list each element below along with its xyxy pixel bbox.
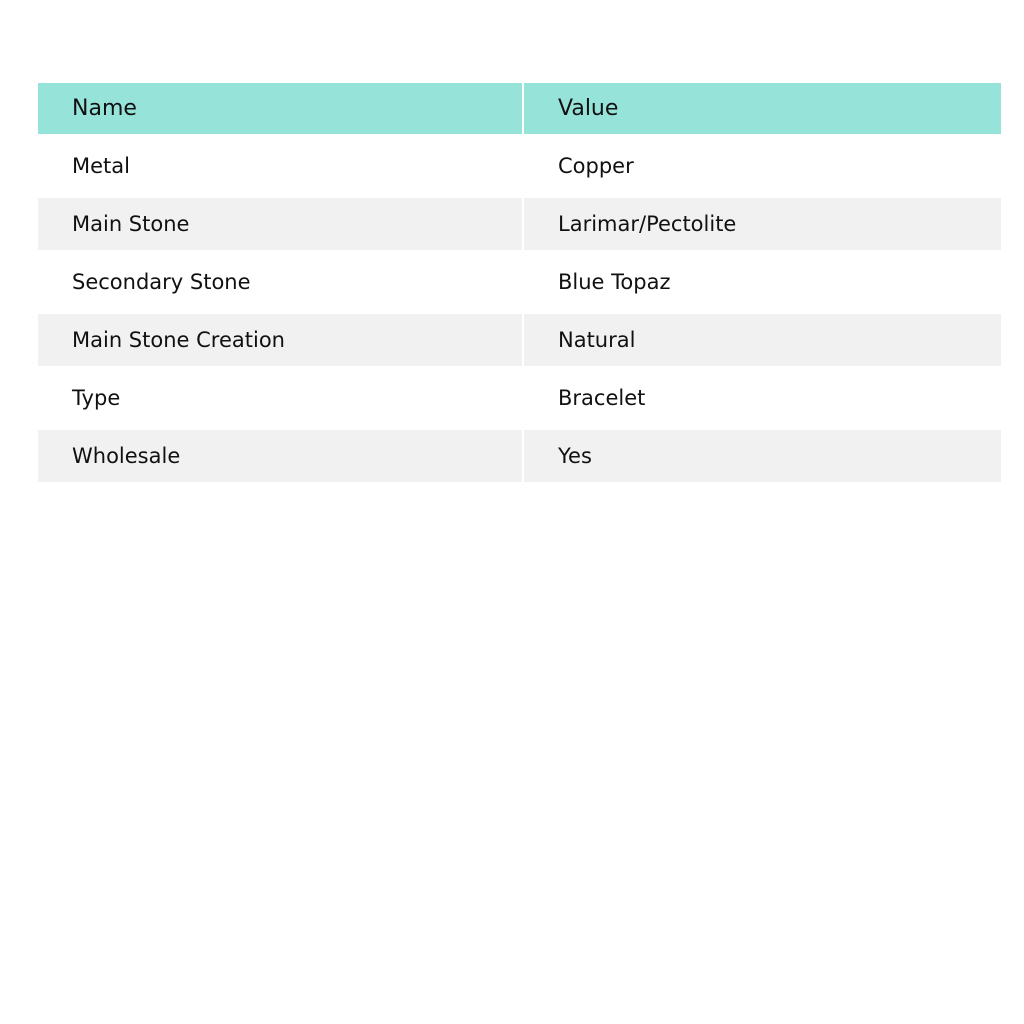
header-row [38, 83, 1001, 134]
row-value-cell: Natural [523, 314, 1001, 366]
row-value-cell: Copper [523, 134, 1001, 198]
table-body [38, 134, 1001, 482]
product-specs-table [38, 83, 1001, 482]
row-name-cell: Type [38, 366, 523, 430]
row-value-cell: Yes [523, 430, 1001, 482]
table-row [38, 430, 1001, 482]
column-header-value: Value [523, 83, 1001, 134]
table-header [38, 83, 1001, 134]
table-row [38, 250, 1001, 314]
table-row [38, 134, 1001, 198]
row-name-cell: Main Stone Creation [38, 314, 523, 366]
row-name-cell: Main Stone [38, 198, 523, 250]
table-row [38, 198, 1001, 250]
table-row [38, 366, 1001, 430]
row-value-cell: Bracelet [523, 366, 1001, 430]
table-row [38, 314, 1001, 366]
row-value-cell: Larimar/Pectolite [523, 198, 1001, 250]
row-name-cell: Metal [38, 134, 523, 198]
row-value-cell: Blue Topaz [523, 250, 1001, 314]
row-name-cell: Secondary Stone [38, 250, 523, 314]
column-header-name: Name [38, 83, 523, 134]
row-name-cell: Wholesale [38, 430, 523, 482]
